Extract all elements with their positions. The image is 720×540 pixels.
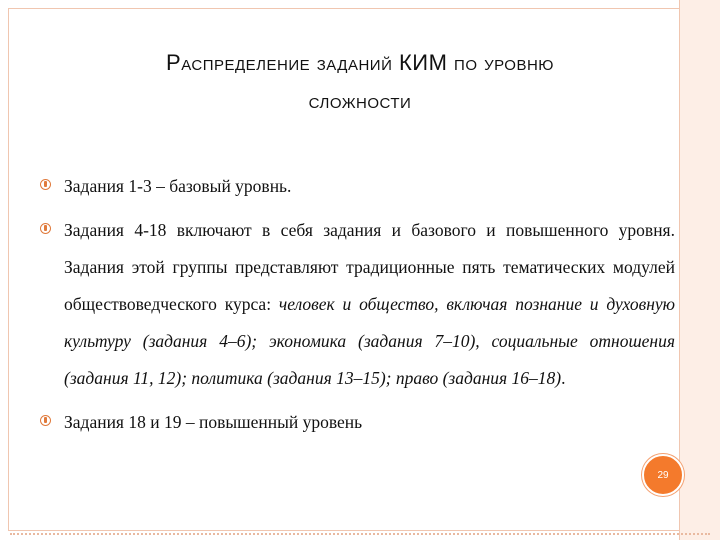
bullet-list <box>40 168 675 441</box>
bullet-text: Задания 18 и 19 – повышенный уровень <box>64 412 363 432</box>
bullet-text: Задания 4-18 включают в себя задания и базового и повышенного уровня. Задания этой группы представляют традиционные пять тематических модулей обществоведческого курса: <box>64 220 675 314</box>
page-number-badge <box>642 454 684 496</box>
right-decorative-band <box>680 0 720 540</box>
bullet-text: Задания 1-3 – базовый уровнь. <box>64 176 292 196</box>
bullet-marker-icon <box>40 415 51 426</box>
bullet-marker-icon <box>40 179 51 190</box>
bullet-text-suffix: . <box>561 368 566 388</box>
slide-title-line-1: Распределение заданий КИМ по уровню <box>166 50 554 75</box>
bullet-item-tasks-4-18 <box>40 212 675 397</box>
bullet-marker-icon <box>40 223 51 234</box>
slide-title-line-2: сложности <box>308 88 412 113</box>
page-number: 29 <box>657 469 669 481</box>
slide-title <box>40 44 680 120</box>
bullet-italic-text: человек и общество, включая познание и духовную культуру (задания 4–6); экономика (задания 7–10), социальные отношения (задания 11, 12); политика (задания 13–15); право (задания 16–18) <box>64 294 676 388</box>
bottom-dotted-border <box>10 533 710 535</box>
bullet-item-advanced-level <box>40 404 675 441</box>
bullet-item-basic-level <box>40 168 675 205</box>
